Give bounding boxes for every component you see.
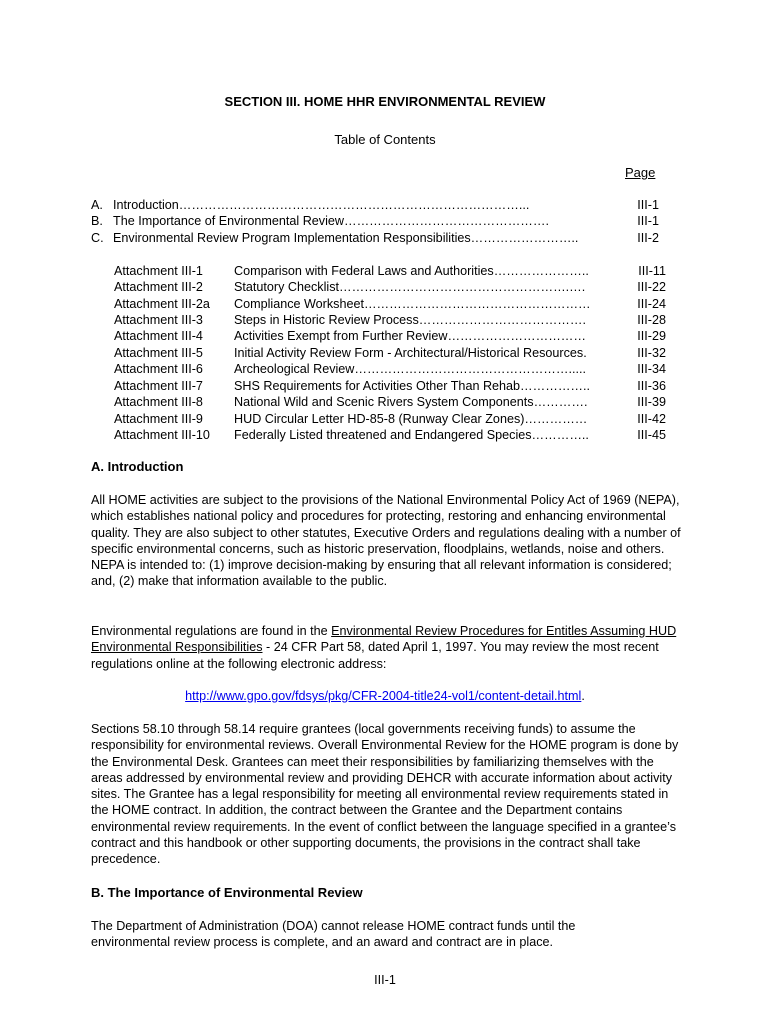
attachment-entry[interactable] <box>114 411 666 427</box>
regulation-title: Environmental Review Procedures for Entitles Assuming HUD Environmental Responsibilities <box>91 624 677 655</box>
attachment-id: Attachment III-6 <box>114 362 203 376</box>
attachment-title: Activities Exempt from Further Review…………………………… <box>234 329 586 343</box>
toc-letter: A. <box>91 198 103 212</box>
section-title: SECTION III. HOME HHR ENVIRONMENTAL REVIEW <box>224 94 546 109</box>
toc-title: Introduction………………………………………………………………………... <box>113 198 530 212</box>
toc-entry-c[interactable] <box>91 230 659 246</box>
paragraph-text: Environmental regulations are found in the <box>91 624 332 638</box>
attachment-page: III-42 <box>637 412 666 426</box>
attachment-entry[interactable] <box>114 296 666 312</box>
section-a-paragraph-2 <box>91 623 683 672</box>
toc-letter: C. <box>91 231 104 245</box>
attachment-entry[interactable] <box>114 328 666 344</box>
attachment-id: Attachment III-10 <box>114 428 210 442</box>
toc-caption: Table of Contents <box>334 132 436 147</box>
attachment-page: III-32 <box>637 346 666 360</box>
regulations-url-line <box>0 688 770 704</box>
toc-entry-a[interactable] <box>91 197 659 213</box>
section-a-heading: A. Introduction <box>91 459 184 474</box>
attachment-title: Initial Activity Review Form - Architectural/Historical Resources. <box>234 346 587 360</box>
attachment-id: Attachment III-5 <box>114 346 203 360</box>
toc-entry-b[interactable] <box>91 213 659 229</box>
attachment-page: III-28 <box>637 313 666 327</box>
section-a-paragraph-1: All HOME activities are subject to the provisions of the National Environmental Policy Act of 1969 (NEPA), which establishes national policy and procedures for protecting, restoring and enhancing environmental quality. They are also subject to other statutes, Executive Orders and regulations dealing with a number of specific environmental concerns, such as historic preservation, floodplains, wetlands, noise and others. NEPA is intended to: (1) improve decision-making by ensuring that all relevant information is considered; and, (2) make that information available to the public. <box>91 493 681 589</box>
toc-title: The Importance of Environmental Review…………………………………………. <box>113 214 549 228</box>
attachment-title: HUD Circular Letter HD-85-8 (Runway Clear Zones)…………… <box>234 412 588 426</box>
paragraph-text: - 24 CFR Part 58, dated April 1, 1997. You may review the most recent regulations online at the following electronic address: <box>91 640 659 671</box>
toc-page: III-1 <box>637 214 659 228</box>
toc-title: Environmental Review Program Implementation Responsibilities…………………….. <box>113 231 579 245</box>
attachment-page: III-11 <box>638 264 666 278</box>
attachment-title: Steps in Historic Review Process…………………………………. <box>234 313 586 327</box>
attachment-id: Attachment III-8 <box>114 395 203 409</box>
attachment-page: III-45 <box>637 428 666 442</box>
attachment-entry[interactable] <box>114 263 666 279</box>
attachment-title: Federally Listed threatened and Endangered Species………….. <box>234 428 589 442</box>
regulations-link[interactable]: http://www.gpo.gov/fdsys/pkg/CFR-2004-title24-vol1/content-detail.html <box>185 689 582 703</box>
toc-page: III-1 <box>637 198 659 212</box>
attachment-title: SHS Requirements for Activities Other Than Rehab…………….. <box>234 379 591 393</box>
section-a-paragraph-3: Sections 58.10 through 58.14 require grantees (local governments receiving funds) to assume the responsibility for environmental reviews. Overall Environmental Review for the HOME program is done by the Environmental Desk. Grantees can meet their responsibilities by familiarizing themselves with the areas addressed by environmental review and providing DEHCR with accurate information about activity sites. The Grantee has a legal responsibility for meeting all environmental review requirements stated in the HOME contract. In addition, the contract between the Grantee and the Department contains environmental review requirements. In the event of conflict between the language specified in a grantee’s contract and this handbook or other supporting documents, the provisions in the contract shall take precedence. <box>91 722 679 867</box>
attachment-page: III-24 <box>637 297 666 311</box>
attachment-title: National Wild and Scenic Rivers System Components…………. <box>234 395 588 409</box>
url-suffix: . <box>581 689 585 703</box>
attachment-id: Attachment III-4 <box>114 329 203 343</box>
attachment-id: Attachment III-2a <box>114 297 210 311</box>
attachment-page: III-34 <box>637 362 666 376</box>
toc-page-column-label: Page <box>625 165 656 180</box>
toc-page: III-2 <box>637 231 659 245</box>
section-b-paragraph-1: The Department of Administration (DOA) cannot release HOME contract funds until the environmental review process is complete, and an award and contract are in place. <box>91 919 576 950</box>
attachment-title: Comparison with Federal Laws and Authorities………………….. <box>234 264 589 278</box>
attachment-page: III-29 <box>637 329 666 343</box>
attachment-page: III-22 <box>637 280 666 294</box>
attachment-id: Attachment III-3 <box>114 313 203 327</box>
attachment-title: Compliance Worksheet……………………………………………… <box>234 297 591 311</box>
attachment-id: Attachment III-7 <box>114 379 203 393</box>
attachment-entry[interactable] <box>114 345 666 361</box>
attachment-page: III-39 <box>637 395 666 409</box>
attachment-entry[interactable] <box>114 279 666 295</box>
attachment-entry[interactable] <box>114 312 666 328</box>
attachment-entry[interactable] <box>114 361 666 377</box>
toc-letter: B. <box>91 214 103 228</box>
section-b-heading: B. The Importance of Environmental Review <box>91 885 363 900</box>
attachment-id: Attachment III-9 <box>114 412 203 426</box>
attachment-entry[interactable] <box>114 378 666 394</box>
attachment-id: Attachment III-2 <box>114 280 203 294</box>
attachment-title: Archeological Review……………………………………………..... <box>234 362 586 376</box>
attachment-title: Statutory Checklist……………………………………………….…. <box>234 280 586 294</box>
attachment-entry[interactable] <box>114 394 666 410</box>
attachment-id: Attachment III-1 <box>114 264 203 278</box>
page-number: III-1 <box>374 973 396 987</box>
attachment-page: III-36 <box>637 379 666 393</box>
attachment-entry[interactable] <box>114 427 666 443</box>
